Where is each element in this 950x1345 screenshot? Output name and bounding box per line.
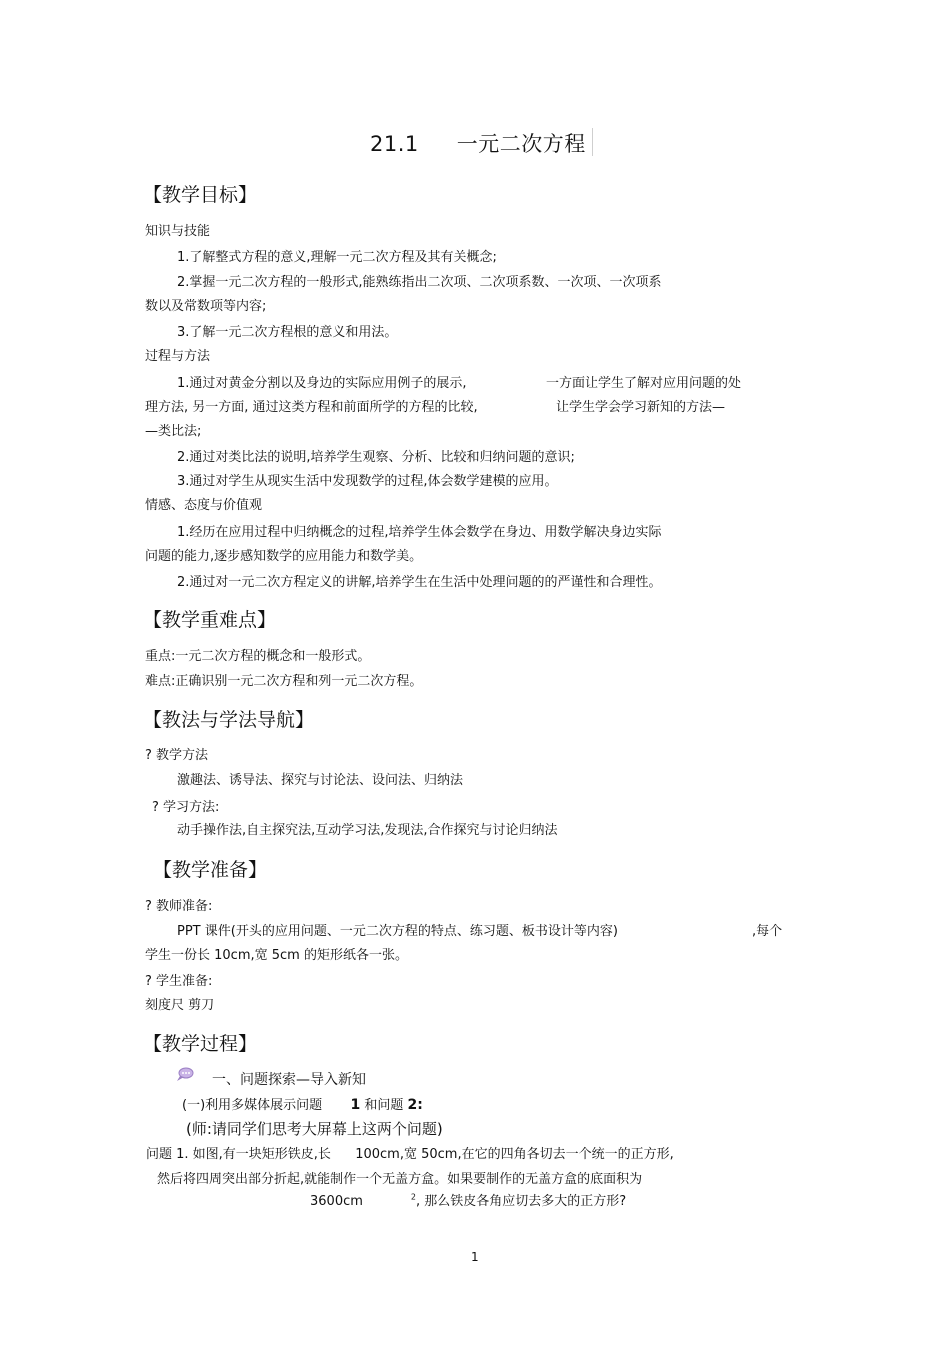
goal-knowledge-3: 3.了解一元二次方程根的意义和用法。: [177, 325, 398, 340]
title-number: 21.1: [370, 132, 419, 156]
goal-attitude-2: 2.通过对一元二次方程定义的讲解,培养学生在生活中处理问题的的严谨性和合理性。: [177, 575, 662, 590]
goal-knowledge-2a: 2.掌握一元二次方程的一般形式,能熟练指出二次项、二次项系数、一次项、一次项系: [177, 275, 662, 290]
section-heading-goals: 【教学目标】: [143, 184, 258, 206]
problem1-superscript: 2: [410, 1192, 416, 1202]
process-heading: 过程与方法: [145, 349, 211, 364]
problem1-text-a: 问题 1. 如图,有一块矩形铁皮,长: [146, 1147, 331, 1162]
problem1-text-e: , 那么铁皮各角应切去多大的正方形?: [416, 1194, 627, 1209]
knowledge-heading: 知识与技能: [145, 224, 211, 239]
section-heading-preparation: 【教学准备】: [153, 859, 268, 881]
student-prep-items: 刻度尺 剪刀: [145, 998, 215, 1013]
goal-attitude-1b: 问题的能力,逐步感知数学的应用能力和数学美。: [145, 549, 423, 564]
learning-method-list: 动手操作法,自主探究法,互动学习法,发现法,合作探究与讨论归纳法: [177, 823, 558, 838]
page-title: [370, 128, 586, 158]
section-heading-key-points: 【教学重难点】: [143, 609, 277, 631]
goal-knowledge-1: 1.了解整式方程的意义,理解一元二次方程及其有关概念;: [177, 250, 497, 265]
goal-process-2: 2.通过对类比法的说明,培养学生观察、分析、比较和归纳问题的意识;: [177, 450, 575, 465]
student-prep-heading: ? 学生准备:: [145, 974, 213, 989]
teacher-prompt: (师:请同学们思考大屏幕上这两个问题): [186, 1120, 443, 1138]
goal-process-1a2: 一方面让学生了解对应用问题的处: [546, 376, 742, 391]
teacher-prep-line2: 学生一份长 10cm,宽 5cm 的矩形纸各一张。: [145, 948, 408, 963]
sub1-number-1: 1: [350, 1097, 361, 1113]
key-point-focus: 重点:一元二次方程的概念和一般形式。: [145, 649, 371, 664]
problem1-area: 3600cm: [310, 1194, 363, 1209]
problem1-text-b: 100cm,宽 50cm,在它的四角各切去一个统一的正方形,: [355, 1147, 674, 1162]
process-sub-1: [182, 1094, 423, 1113]
teacher-prep-line1-end: ,每个: [752, 924, 783, 939]
page-number: 1: [471, 1250, 479, 1264]
key-point-difficulty: 难点:正确识别一元二次方程和列一元二次方程。: [145, 674, 423, 689]
teaching-method-list: 激趣法、诱导法、探究与讨论法、设问法、归纳法: [177, 773, 464, 788]
goal-process-1c: —类比法;: [145, 424, 202, 439]
problem-1-line1: [146, 1143, 674, 1162]
section-heading-process: 【教学过程】: [143, 1033, 258, 1055]
section-heading-methods: 【教法与学法导航】: [143, 709, 315, 731]
goal-process-1a: 1.通过对黄金分割以及身边的实际应用例子的展示,: [177, 376, 467, 391]
title-text: 一元二次方程: [456, 132, 586, 156]
learning-method-heading: ? 学习方法:: [152, 800, 220, 815]
title-divider: [592, 128, 593, 156]
sub1-number-2: 2:: [407, 1097, 423, 1113]
goal-process-3: 3.通过对学生从现实生活中发现数学的过程,体会数学建模的应用。: [177, 474, 558, 489]
chat-bubble-icon: [176, 1066, 194, 1082]
process-step-1: 一、问题探索—导入新知: [212, 1072, 366, 1088]
attitude-heading: 情感、态度与价值观: [145, 498, 263, 513]
teaching-method-heading: ? 教学方法: [145, 748, 209, 763]
goal-knowledge-2b: 数以及常数项等内容;: [145, 299, 267, 314]
goal-process-1b2: 让学生学会学习新知的方法—: [556, 400, 726, 415]
goal-process-1b: 理方法, 另一方面, 通过这类方程和前面所学的方程的比较,: [145, 400, 478, 415]
teacher-prep-line1: PPT 课件(开头的应用问题、一元二次方程的特点、练习题、板书设计等内容): [177, 924, 618, 939]
sub1-text-a: (一)利用多媒体展示问题: [182, 1098, 323, 1113]
sub1-text-c: 和问题: [364, 1098, 404, 1113]
problem-1-line2: 然后将四周突出部分折起,就能制作一个无盖方盒。如果要制作的无盖方盒的底面积为: [157, 1172, 643, 1187]
goal-attitude-1a: 1.经历在应用过程中归纳概念的过程,培养学生体会数学在身边、用数学解决身边实际: [177, 525, 662, 540]
teacher-prep-heading: ? 教师准备:: [145, 899, 213, 914]
problem-1-line3: [310, 1190, 626, 1209]
